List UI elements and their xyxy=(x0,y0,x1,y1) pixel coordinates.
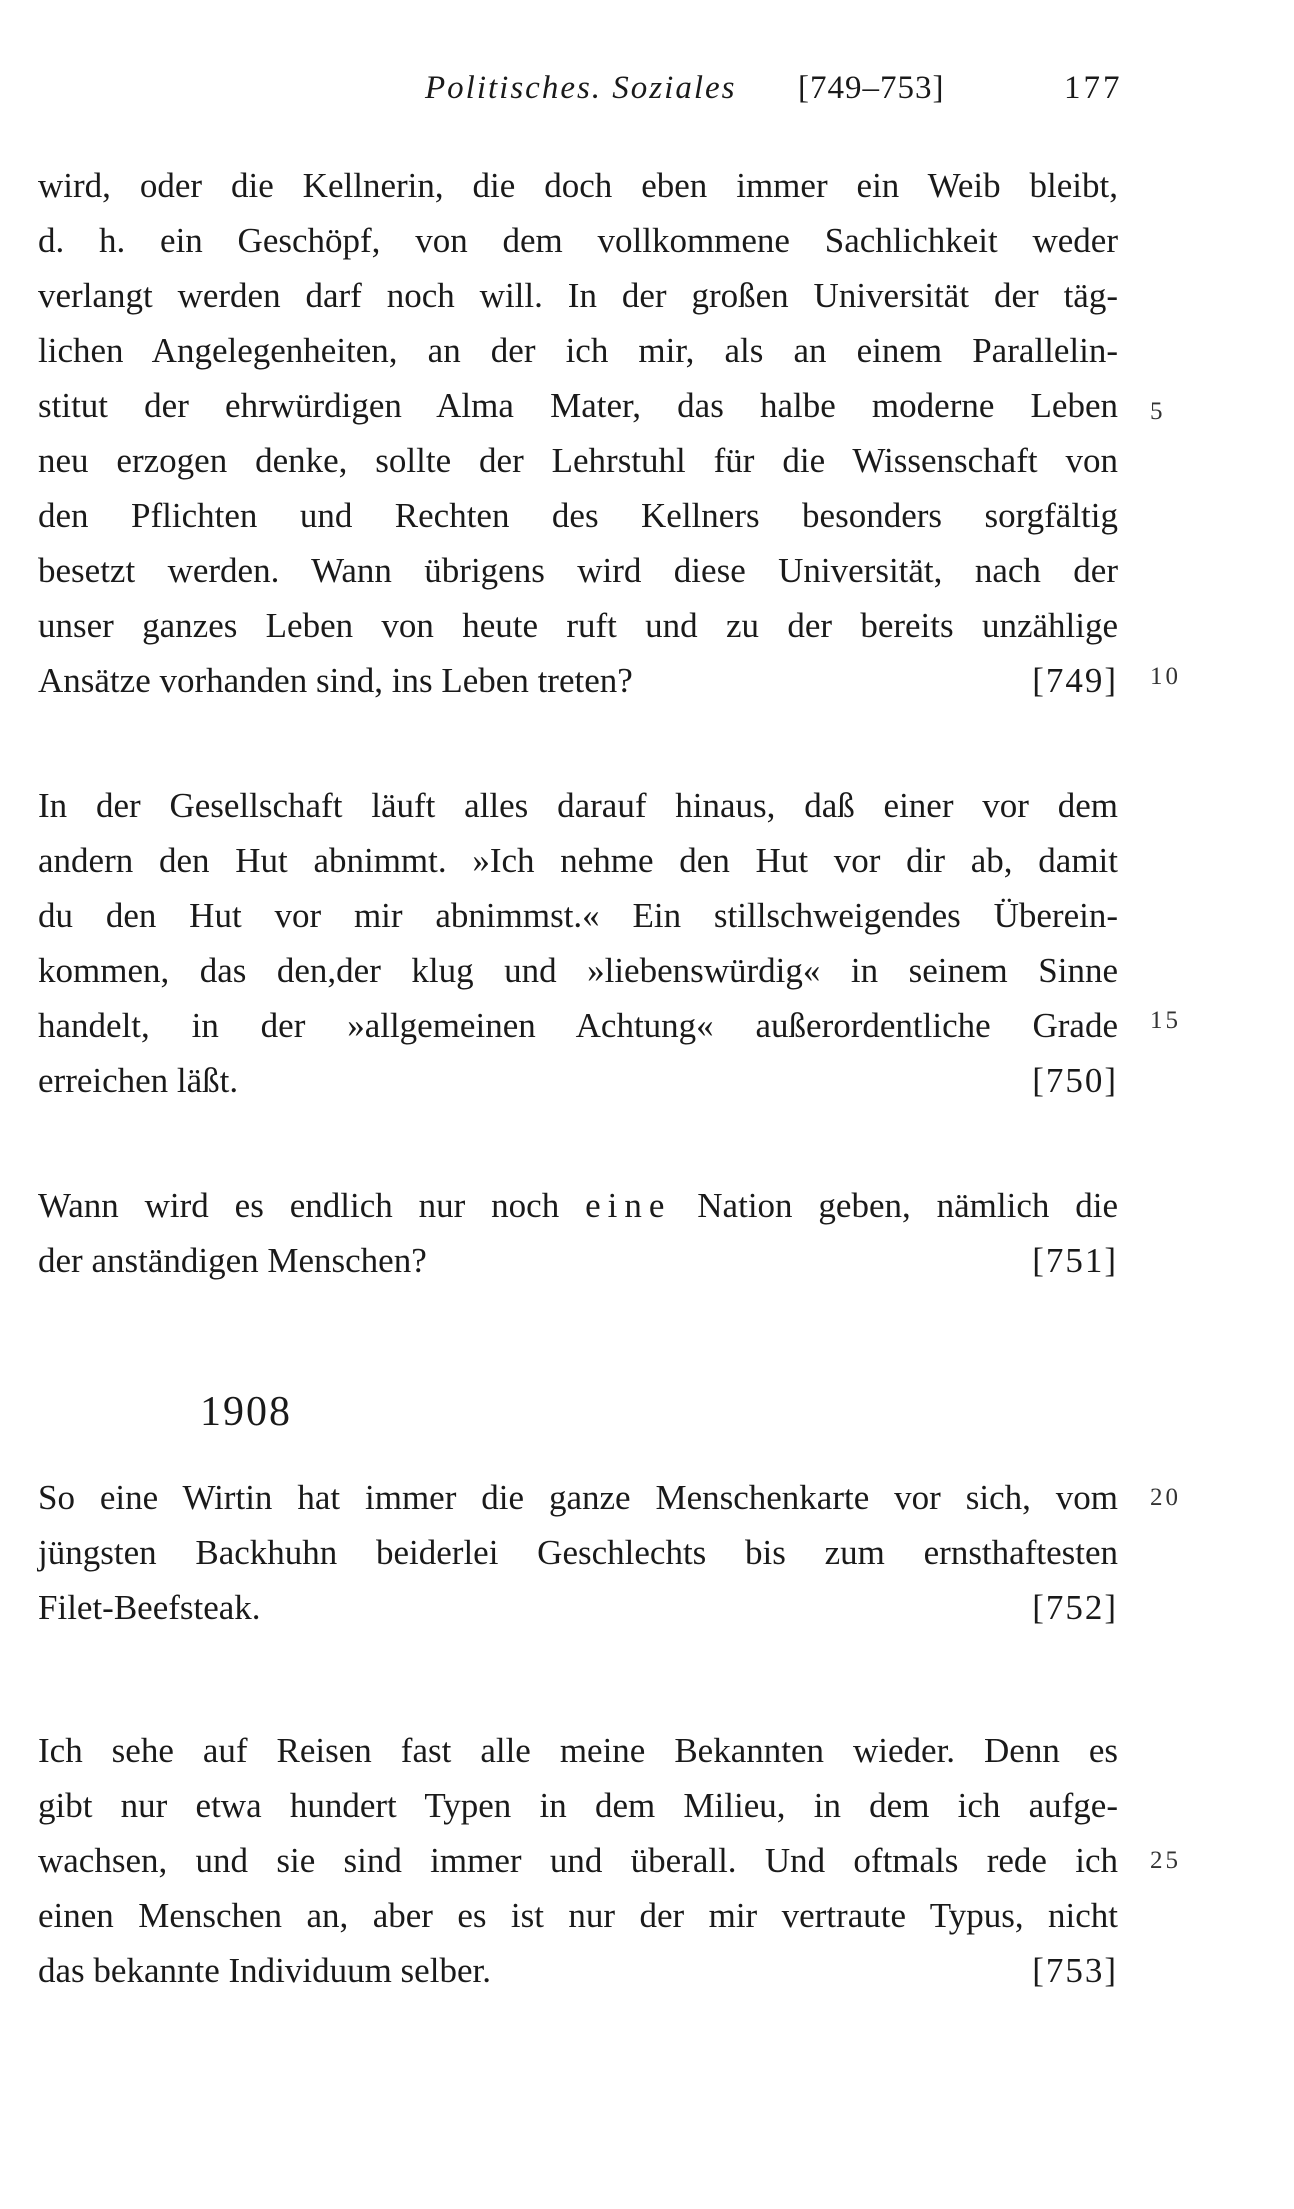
margin-line-number: 25 xyxy=(1150,1847,1181,1874)
entry-number: [749] xyxy=(1032,661,1118,700)
text-line: Wann wird es endlich nur noch eine Nation geben, nämlich die xyxy=(38,1186,1119,1225)
text-line: besetzt werden. Wann übrigens wird diese Universität, nach der xyxy=(38,551,1118,590)
aphorism-753 xyxy=(38,1723,1118,1998)
text-line: einen Menschen an, aber es ist nur der mir vertraute Typus, nicht xyxy=(38,1896,1118,1935)
text-line: So eine Wirtin hat immer die ganze Menschenkarte vor sich, vom xyxy=(38,1478,1118,1517)
running-title: Politisches. Soziales xyxy=(425,70,737,106)
aphorism-751 xyxy=(38,1178,1118,1288)
text-line: handelt, in der »allgemeinen Achtung« außerordentliche Grade xyxy=(38,1006,1118,1045)
text-line: das bekannte Individuum selber. [753] xyxy=(38,1943,1118,1998)
margin-line-number: 20 xyxy=(1150,1484,1181,1511)
entry-number: [750] xyxy=(1032,1061,1118,1100)
text-line: kommen, das den,der klug und »liebenswürdig« in seinem Sinne xyxy=(38,951,1118,990)
text-line: lichen Angelegenheiten, an der ich mir, als an einem Parallelin- xyxy=(38,331,1118,370)
text-line: In der Gesellschaft läuft alles darauf hinaus, daß einer vor dem xyxy=(38,786,1118,825)
text-line: Filet-Beefsteak. [752] xyxy=(38,1580,1118,1635)
text-line: jüngsten Backhuhn beiderlei Geschlechts bis zum ernsthaftesten xyxy=(38,1533,1118,1572)
text-line: du den Hut vor mir abnimmst.« Ein stillschweigendes Überein- xyxy=(38,896,1118,935)
text-line: verlangt werden darf noch will. In der großen Universität der täg- xyxy=(38,276,1118,315)
text-line: erreichen läßt. [750] xyxy=(38,1053,1118,1108)
text-line: Ansätze vorhanden sind, ins Leben treten? [749] xyxy=(38,653,1118,708)
text-line: wachsen, und sie sind immer und überall. Und oftmals rede ich xyxy=(38,1841,1118,1880)
text-line: der anständigen Menschen? [751] xyxy=(38,1233,1118,1288)
text-line: neu erzogen denke, sollte der Lehrstuhl für die Wissenschaft von xyxy=(38,441,1118,480)
running-header xyxy=(0,70,1294,120)
entry-number: [752] xyxy=(1032,1588,1118,1627)
emphasized-word: eine xyxy=(585,1186,672,1225)
margin-line-number: 15 xyxy=(1150,1007,1181,1034)
page-number: 177 xyxy=(1064,70,1123,106)
text-line: den Pflichten und Rechten des Kellners besonders sorgfältig xyxy=(38,496,1118,535)
text-line: d. h. ein Geschöpf, von dem vollkommene Sachlichkeit weder xyxy=(38,221,1118,260)
aphorism-752 xyxy=(38,1470,1118,1635)
entry-range: [749–753] xyxy=(798,70,945,106)
text-line: unser ganzes Leben von heute ruft und zu der bereits unzählige xyxy=(38,606,1118,645)
text-line: stitut der ehrwürdigen Alma Mater, das halbe moderne Leben xyxy=(38,386,1118,425)
aphorism-750 xyxy=(38,778,1118,1108)
text-line: Ich sehe auf Reisen fast alle meine Bekannten wieder. Denn es xyxy=(38,1731,1118,1770)
text-line: andern den Hut abnimmt. »Ich nehme den Hut vor dir ab, damit xyxy=(38,841,1118,880)
year-heading: 1908 xyxy=(200,1389,292,1435)
entry-number: [753] xyxy=(1032,1951,1118,1990)
margin-line-number: 10 xyxy=(1150,663,1181,690)
margin-line-number: 5 xyxy=(1150,398,1166,425)
text-line: wird, oder die Kellnerin, die doch eben immer ein Weib bleibt, xyxy=(38,166,1118,205)
aphorism-749 xyxy=(38,158,1118,708)
entry-number: [751] xyxy=(1032,1241,1118,1280)
text-line: gibt nur etwa hundert Typen in dem Milieu, in dem ich aufge- xyxy=(38,1786,1118,1825)
